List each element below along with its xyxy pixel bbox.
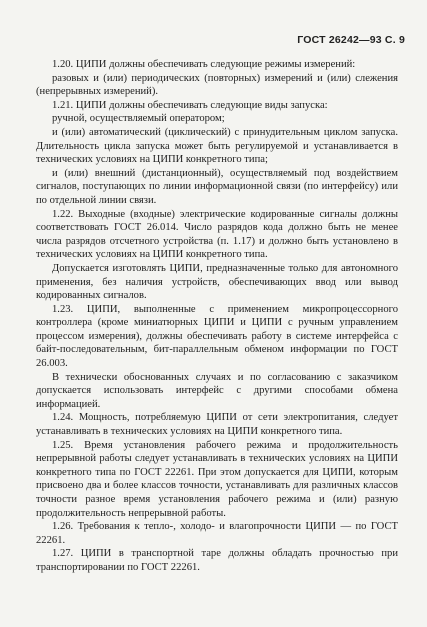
clause-1-22-autonomous: Допускается изготовлять ЦИПИ, предназначенные только для автономного применения, без наличия устройств, обеспечивающих ввод или вывод кодированных сигналов. xyxy=(36,262,398,302)
clause-1-20: 1.20. ЦИПИ должны обеспечивать следующие режимы измерений: xyxy=(52,59,356,70)
clause-1-26: 1.26. Требования к тепло-, холодо- и влагопрочности ЦИПИ — по ГОСТ 22261. xyxy=(36,521,398,546)
clause-1-23-interface: В технически обоснованных случаях и по согласованию с заказчиком допускается использовать интерфейс с другими способами обмена информацией. xyxy=(36,371,398,410)
clause-1-23: 1.23. ЦИПИ, выполненные с применением микропроцессорного контроллера (кроме миниатюрных ЦИПИ и ЦИПИ с ручным управлением процессом измерения), должны обеспечивать работу в системе интерфейса с байт-последовательным, бит-параллельным обменом информации по ГОСТ 26.003. xyxy=(36,303,398,370)
clause-1-21: 1.21. ЦИПИ должны обеспечивать следующие виды запуска: xyxy=(52,99,328,111)
clause-1-21-manual: ручной, осуществляемый оператором; xyxy=(52,113,225,125)
clause-1-21-automatic: и (или) автоматический (циклический) с принудительным циклом запуска. Длительность цикла запуска может быть регулируемой и устанавливается в технических условиях на ЦИПИ конкретного типа; xyxy=(36,126,398,166)
page-header: ГОСТ 26242—93 С. 9 xyxy=(297,34,405,46)
clause-1-24: 1.24. Мощность, потребляемую ЦИПИ от сети электропитания, следует устанавливать в технических условиях на ЦИПИ конкретного типа. xyxy=(36,412,398,438)
clause-1-27: 1.27. ЦИПИ в транспортной таре должны обладать прочностью при транспортировании по ГОСТ 22261. xyxy=(36,548,398,573)
clause-1-21-external: и (или) внешний (дистанционный), осуществляемый под воздействием сигналов, поступающих по линии информационной связи (по интерфейсу) или по отдельной линии связи. xyxy=(36,167,398,206)
clause-1-20-modes: разовых и (или) периодических (повторных) измерений и (или) слежения (непрерывных измерений). xyxy=(36,72,398,98)
document-body xyxy=(36,58,398,575)
clause-1-25: 1.25. Время установления рабочего режима и продолжительность непрерывной работы следует устанавливать в технических условиях на ЦИПИ конкретного типа по ГОСТ 22261. При этом допускается для ЦИПИ, которым присвоено два и более классов точности, устанавливать для различных классов точности разное время установления рабочего режима и (или) разную продолжительность непрерывной работы. xyxy=(36,439,398,519)
clause-1-22: 1.22. Выходные (входные) электрические кодированные сигналы должны соответствовать ГОСТ 26.014. Число разрядов кода должно быть не менее числа разрядов отсчетного устройства (п. 1.17) и должно быть установлено в технических условиях на ЦИПИ конкретного типа. xyxy=(36,208,398,261)
